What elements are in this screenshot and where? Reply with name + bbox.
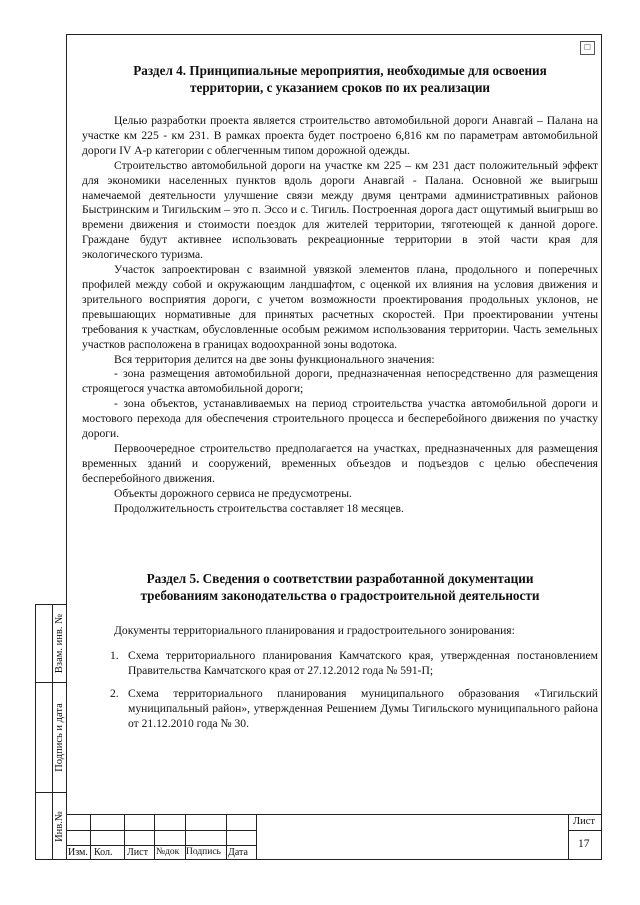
footer-label-izm: Изм. xyxy=(68,847,88,858)
paragraph: Первоочередное строительство предполагается на участках, предназначенных для размещения временных зданий и сооружений, временных объездов и подъездов с целью обеспечения бесперебойного движения. xyxy=(82,441,598,485)
title-block xyxy=(66,814,602,860)
paragraph: Вся территория делится на две зоны функционального значения: xyxy=(114,352,435,366)
paragraph: Целью разработки проекта является строительство автомобильной дороги Анавгай – Палана на участке км 225 - км 231. В рамках проекта будет построено 6,816 км по параметрам автомобильной дороги IV А-р категории с облегченным типом дорожной одежды. xyxy=(82,114,598,157)
side-label-inv: Инв.№ xyxy=(54,810,65,842)
section-4-title-line2: территории, с указанием сроков по их реализации xyxy=(189,80,491,95)
side-stamp xyxy=(35,604,67,860)
title-block-line xyxy=(66,830,256,831)
list-item-number: 2. xyxy=(110,686,119,700)
footer-label-data: Дата xyxy=(228,847,248,858)
list-item xyxy=(82,649,598,679)
corner-mark: ☐ xyxy=(580,41,595,55)
section-5-intro: Документы территориального планирования и градостроительного зонирования: xyxy=(114,624,515,637)
title-block-line xyxy=(90,814,91,860)
page-content xyxy=(82,62,598,730)
footer-label-list: Лист xyxy=(127,847,148,858)
paragraph: - зона размещения автомобильной дороги, предназначенная непосредственно для размещения строящегося участка автомобильной дороги; xyxy=(82,367,598,396)
paragraph: - зона объектов, устанавливаемых на период строительства участка автомобильной дороги и мостового перехода для обеспечения строительного процесса и бесперебойного движения по участку дороги. xyxy=(82,397,598,441)
footer-label-kol: Кол. xyxy=(94,847,113,858)
section-5 xyxy=(82,570,598,739)
title-block-line xyxy=(66,814,602,815)
section-5-title-line2: требованиям законодательства о градостроительной деятельности xyxy=(140,588,540,603)
list-item-number: 1. xyxy=(110,648,119,662)
title-block-line xyxy=(154,814,155,860)
title-block-line xyxy=(226,814,227,860)
footer-label-podpis: Подпись xyxy=(186,847,221,857)
section-5-title xyxy=(82,570,598,604)
side-label-vzam: Взам. инв. № xyxy=(54,613,66,674)
section-5-title-line1: Раздел 5. Сведения о соответствии разработанной документации xyxy=(146,571,534,586)
list-item-text: Схема территориального планирования Камчатского края, утвержденная постановлением Правительства Камчатского края от 27.12.2012 года № 591-П; xyxy=(128,648,598,677)
title-block-line xyxy=(256,814,257,860)
footer-label-ndok: №док xyxy=(156,847,180,857)
side-cell-podpis xyxy=(36,683,67,793)
document-list xyxy=(82,649,598,732)
paragraph: Участок запроектирован с взаимной увязкой элементов плана, продольного и поперечных профилей между собой и окружающим ландшафтом, с оценкой их влияния на условия движения и зрительного восприятия дороги, с учетом возможности проектирования продольных уклонов, не превышающих нормативные для принятых расчетных скоростей. При проектировании учтены требования к участкам, обусловленные особым режимом использования территории. Часть земельных участков расположена в границах водоохранной зоны водотока. xyxy=(82,263,598,351)
sheet-label: Лист xyxy=(573,816,595,827)
title-block-line xyxy=(124,814,125,860)
sheet-number: 17 xyxy=(578,838,590,850)
section-4 xyxy=(82,62,598,516)
section-4-body xyxy=(82,114,598,516)
list-item xyxy=(82,687,598,732)
title-block-line xyxy=(568,814,569,860)
side-label-podpis: Подпись и дата xyxy=(54,703,66,772)
side-cell-inv xyxy=(36,793,67,859)
side-cell-vzam xyxy=(36,605,67,683)
section-4-title xyxy=(82,62,598,96)
title-block-line xyxy=(66,845,256,846)
paragraph: Продолжительность строительства составляет 18 месяцев. xyxy=(114,501,404,515)
paragraph: Строительство автомобильной дороги на участке км 225 – км 231 даст положительный эффект для экономики населенных пунктов вдоль дороги Анавгай - Палана. Основной же выигрыш намечаемой деятельности улучшение связи между двумя центрами административных районов Быстринским и Тигильским – это п. Эссо и с. Тигиль. Построенная дорога даст ощутимый выигрыш во времени движения и стоимости поездок для жителей территории, тяготеющей к данной дороге. Граждане будут активнее использовать рекреационные территории в этой части края для экологического туризма. xyxy=(82,158,598,262)
title-block-line xyxy=(568,830,602,831)
section-4-title-line1: Раздел 4. Принципиальные мероприятия, необходимые для освоения xyxy=(133,63,547,78)
list-item-text: Схема территориального планирования муниципального образования «Тигильский муниципальный район», утвержденная Решением Думы Тигильского муниципального района от 21.12.2010 года № 30. xyxy=(128,686,598,730)
paragraph: Объекты дорожного сервиса не предусмотрены. xyxy=(114,486,352,500)
